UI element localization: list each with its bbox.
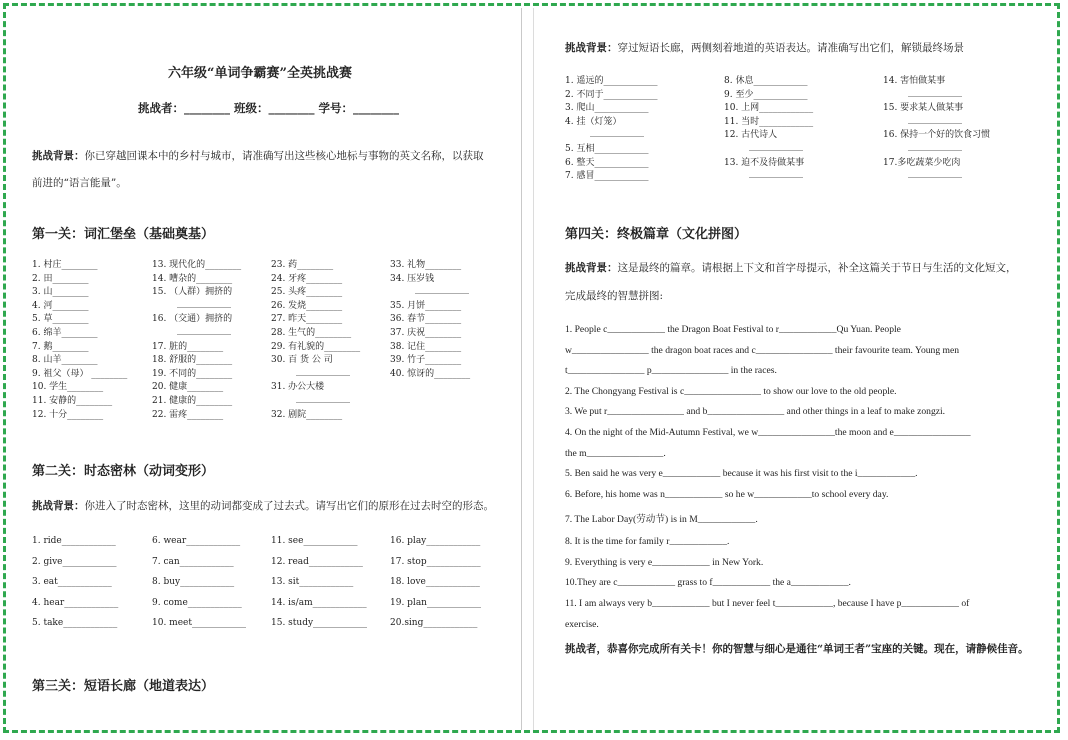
verb-item: 7. can____________ — [152, 556, 234, 567]
vocab-item: 3. 山________ — [32, 287, 89, 298]
cloze-sentence: w________________ the dragon boat races and c________________ their favourite team. Young men — [565, 345, 960, 356]
background-text-line2: 前进的“语言能量”。 — [32, 177, 127, 189]
blank-line: ____________ — [296, 393, 350, 403]
level2-background-text: 你进入了时态密林，这里的动词都变成了过去式。请写出它们的原形在过去时空的形态。 — [84, 500, 494, 512]
level1-heading: 第一关：词汇堡垒（基础奠基） — [32, 227, 215, 242]
vocab-item: 9. 祖父（母） ________ — [32, 368, 128, 379]
vocab-item: 35. 月饼________ — [390, 300, 462, 311]
vocab-item: 8. 山羊________ — [32, 355, 98, 366]
vocab-item: 1. 村庄________ — [32, 260, 98, 270]
phrase-item: 13. 迫不及待做某事 — [724, 157, 805, 168]
blank-line: ____________ — [296, 365, 350, 376]
phrase-item: 1. 遥远的____________ — [565, 76, 658, 86]
verb-item: 4. hear____________ — [32, 597, 119, 608]
cloze-sentence: 2. The Chongyang Festival is c________________ to show our love to the old people. — [565, 386, 897, 397]
vocab-item: 27. 昨天________ — [271, 314, 343, 325]
phrase-item: 7. 感冒____________ — [565, 171, 649, 182]
level4-background-1 — [565, 262, 1017, 275]
vocab-item: 34. 压岁钱 — [390, 273, 435, 284]
student-info-line: 挑战者：________ 班级：________ 学号：________ — [138, 101, 400, 115]
phrase-item: 15. 要求某人做某事 — [883, 103, 964, 114]
phrase-item: ____________ — [749, 168, 803, 179]
vocab-item: 6. 绵羊________ — [32, 328, 98, 338]
vocab-item: 36. 春节________ — [390, 314, 462, 325]
verb-item: 15. study____________ — [271, 618, 368, 629]
vocab-item: 23. 药________ — [271, 260, 334, 270]
verb-item: 1. ride____________ — [32, 536, 116, 546]
phrase-item: 11. 当时____________ — [724, 116, 814, 127]
level4-background-text2: 完成最终的智慧拼图: — [565, 290, 664, 302]
vocab-item: 2. 田________ — [32, 273, 89, 284]
phrase-item: 6. 整天____________ — [565, 157, 649, 168]
level2-background — [32, 500, 494, 513]
cloze-sentence: 3. We put r________________ and b________________ and other things in a leaf to make zongzi. — [565, 406, 946, 417]
verb-item: 13. sit____________ — [271, 577, 354, 588]
vocab-item: 10. 学生________ — [32, 382, 104, 393]
vocab-item: 22. 雷疼________ — [152, 409, 224, 420]
vocab-item: 29. 有礼貌的________ — [271, 341, 361, 352]
vocab-item: 21. 健康的________ — [152, 396, 233, 406]
vocab-item: 11. 安静的________ — [32, 396, 113, 406]
cloze-sentence: 10.They are c____________ grass to f____________ the a____________. — [565, 577, 851, 588]
phrase-item: 3. 爬山____________ — [565, 103, 649, 114]
background-label: 挑战背景： — [565, 262, 618, 274]
vocab-item: 25. 头疼________ — [271, 287, 343, 298]
page-divider-shadow — [533, 8, 534, 730]
cloze-sentence: 8. It is the time for family r____________. — [565, 536, 730, 547]
vocab-item: 24. 牙疼________ — [271, 273, 343, 284]
cloze-sentence: t________________ p________________ in the races. — [565, 365, 777, 376]
background-paragraph-1 — [32, 150, 484, 163]
level3-background-text: 穿过短语长廊，两侧刻着地道的英语表达。请准确写出它们，解锁最终场景 — [617, 42, 964, 54]
blank-line: ____________ — [177, 325, 231, 335]
vocab-item: 12. 十分________ — [32, 409, 104, 420]
phrase-item: 9. 至少____________ — [724, 89, 808, 100]
vocab-item: 16. （交通）拥挤的 — [152, 314, 233, 325]
vocab-item: 33. 礼物________ — [390, 260, 462, 270]
vocab-item: 31. 办公大楼 — [271, 382, 325, 393]
background-text-line1: 你已穿越回课本中的乡村与城市，请准确写出这些核心地标与事物的英文名称，以获取 — [84, 150, 484, 162]
vocab-item: 37. 庆祝________ — [390, 328, 462, 338]
vocab-item: 26. 发烧________ — [271, 300, 343, 311]
vocab-item: 30. 百 货 公 司 — [271, 355, 333, 366]
verb-item: 10. meet____________ — [152, 618, 246, 629]
verb-item: 19. plan____________ — [390, 597, 481, 608]
phrase-item: ____________ — [908, 113, 962, 124]
background-label: 挑战背景： — [32, 150, 85, 162]
vocab-item: 19. 不同的________ — [152, 368, 233, 379]
verb-item: 8. buy____________ — [152, 577, 235, 588]
phrase-item: 2. 不同于____________ — [565, 89, 658, 100]
cloze-sentence: 9. Everything is very e____________ in New York. — [565, 557, 764, 568]
level3-heading: 第三关：短语长廊（地道表达） — [32, 679, 215, 694]
verb-item: 18. love____________ — [390, 577, 480, 588]
background-label: 挑战背景： — [565, 42, 618, 54]
background-label: 挑战背景： — [32, 500, 85, 512]
vocab-item: 38. 记住________ — [390, 341, 462, 352]
verb-item: 2. give____________ — [32, 556, 117, 567]
phrase-item: 16. 保持一个好的饮食习惯 — [883, 130, 991, 141]
cloze-sentence: 4. On the night of the Mid-Autumn Festival, we w________________the moon and e________________ — [565, 427, 971, 438]
vocab-item: 14. 嘈杂的________ — [152, 273, 233, 284]
page-divider — [521, 8, 522, 730]
cloze-sentence: 1. People c____________ the Dragon Boat Festival to r____________Qu Yuan. People — [565, 324, 901, 335]
vocab-item: 39. 竹子________ — [390, 355, 462, 366]
phrase-item: 5. 互相____________ — [565, 144, 649, 154]
vocab-item: 32. 剧院________ — [271, 409, 343, 420]
verb-item: 11. see____________ — [271, 536, 358, 546]
blank-line: ____________ — [590, 127, 644, 138]
verb-item: 17. stop____________ — [390, 556, 481, 567]
closing-message: 挑战者，恭喜你完成所有关卡！你的智慧与细心是通往“单词王者”宝座的关键。现在，请静候佳音。 — [565, 643, 1029, 655]
phrase-item: 14. 害怕做某事 — [883, 76, 946, 86]
verb-item: 14. is/am____________ — [271, 597, 367, 608]
vocab-item: 28. 生气的________ — [271, 328, 352, 338]
phrase-item: 10. 上网____________ — [724, 103, 814, 114]
phrase-item: 4. 挂（灯笼） — [565, 116, 622, 127]
blank-line: ____________ — [415, 284, 469, 295]
cloze-sentence: 7. The Labor Day(劳动节) is in M____________. — [565, 514, 758, 525]
vocab-item: 17. 脏的________ — [152, 341, 224, 352]
verb-item: 12. read____________ — [271, 556, 363, 567]
cloze-sentence: exercise. — [565, 619, 599, 630]
level4-background-text1: 这是最终的篇章。请根据上下文和首字母提示，补全这篇关于节日与生活的文化短文， — [617, 262, 1017, 274]
verb-item: 5. take____________ — [32, 618, 118, 629]
level3-background — [565, 42, 964, 55]
verb-item: 3. eat____________ — [32, 577, 112, 588]
vocab-item: 20. 健康________ — [152, 382, 224, 393]
phrase-item: 17.多吃蔬菜少吃肉 — [883, 157, 961, 168]
level4-heading: 第四关：终极篇章（文化拼图） — [565, 227, 748, 242]
blank-line: ____________ — [749, 141, 803, 151]
vocab-item: 18. 舒服的________ — [152, 355, 233, 366]
vocab-item: 4. 河________ — [32, 300, 89, 311]
phrase-item: 8. 休息____________ — [724, 76, 808, 86]
phrase-item: 12. 古代诗人 — [724, 130, 778, 141]
verb-item: 9. come____________ — [152, 597, 242, 608]
verb-item: 20.sing____________ — [390, 618, 478, 629]
verb-item: 6. wear____________ — [152, 536, 241, 546]
phrase-item: ____________ — [908, 168, 962, 179]
cloze-sentence: the m________________. — [565, 448, 666, 459]
phrase-item: ____________ — [908, 141, 962, 151]
vocab-item: 40. 惊讶的________ — [390, 368, 471, 379]
vocab-item: 15. （人群）拥挤的 — [152, 287, 233, 298]
worksheet-title: 六年级“单词争霸赛”全英挑战赛 — [168, 66, 352, 81]
verb-item: 16. play____________ — [390, 536, 481, 546]
level2-heading: 第二关：时态密林（动词变形） — [32, 464, 215, 479]
phrase-item: ____________ — [908, 86, 962, 97]
blank-line: ____________ — [177, 297, 231, 308]
cloze-sentence: 5. Ben said he was very e____________ because it was his first visit to the i____________. — [565, 468, 918, 479]
cloze-sentence: 6. Before, his home was n____________ so he w____________to school every day. — [565, 489, 889, 500]
vocab-item: 13. 现代化的________ — [152, 260, 242, 270]
vocab-item: 5. 草________ — [32, 314, 89, 325]
vocab-item: 7. 鹅________ — [32, 341, 89, 352]
cloze-sentence: 11. I am always very b____________ but I never feel t____________, because I have p____________ of — [565, 598, 970, 609]
